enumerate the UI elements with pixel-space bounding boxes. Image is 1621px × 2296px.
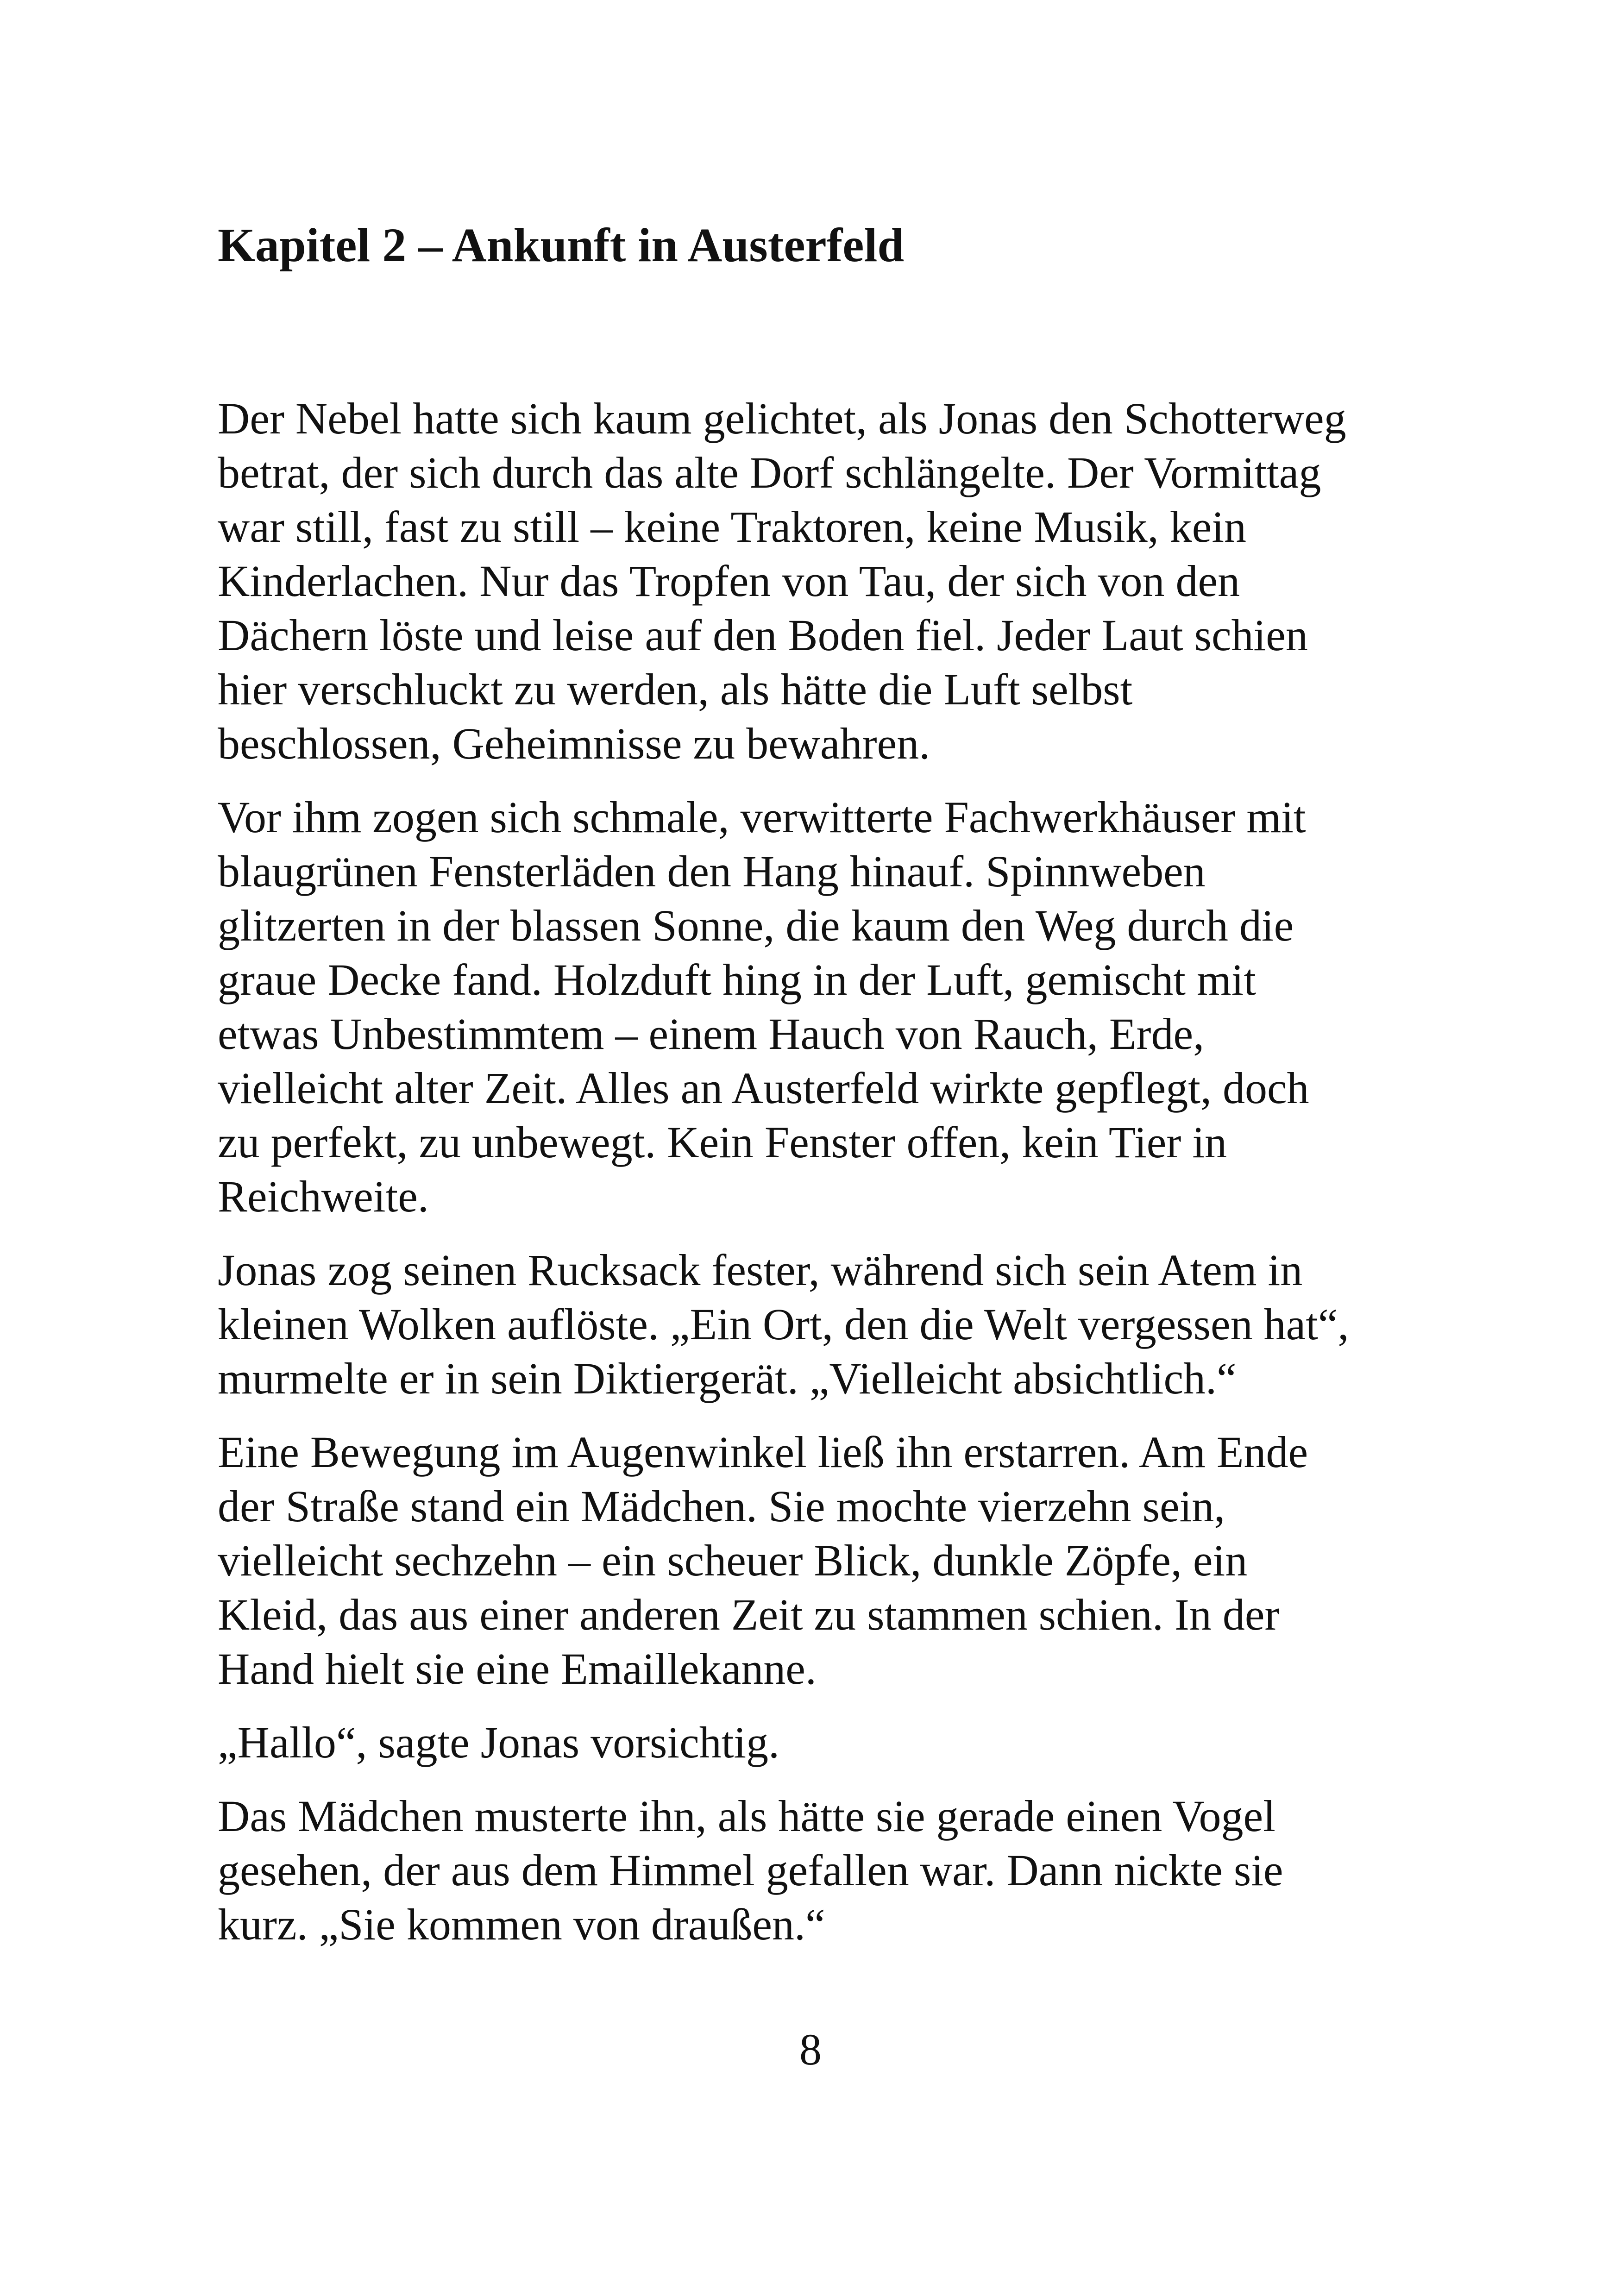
- text-line: graue Decke fand. Holzduft hing in der Luft, gemischt mit: [218, 955, 1256, 1004]
- text-line: beschlossen, Geheimnisse zu bewahren.: [218, 719, 930, 768]
- paragraph-2: [218, 790, 1403, 1223]
- paragraph-1: [218, 391, 1403, 771]
- text-line: der Straße stand ein Mädchen. Sie mochte vierzehn sein,: [218, 1481, 1225, 1531]
- text-line: glitzerten in der blassen Sonne, die kaum den Weg durch die: [218, 901, 1294, 950]
- text-line: zu perfekt, zu unbewegt. Kein Fenster offen, kein Tier in: [218, 1117, 1227, 1167]
- text-line: vielleicht sechzehn – ein scheuer Blick, dunkle Zöpfe, ein: [218, 1536, 1248, 1585]
- text-line: Das Mädchen musterte ihn, als hätte sie gerade einen Vogel: [218, 1791, 1275, 1841]
- paragraph-4: [218, 1425, 1403, 1696]
- paragraph-5: [218, 1715, 1403, 1769]
- text-line: betrat, der sich durch das alte Dorf schlängelte. Der Vormittag: [218, 448, 1321, 497]
- text-line: Kinderlachen. Nur das Tropfen von Tau, der sich von den: [218, 556, 1240, 606]
- text-line: kleinen Wolken auflöste. „Ein Ort, den die Welt vergessen hat“,: [218, 1299, 1349, 1349]
- paragraph-3: [218, 1243, 1403, 1405]
- text-line: war still, fast zu still – keine Traktoren, keine Musik, kein: [218, 502, 1247, 552]
- text-line: Hand hielt sie eine Emaillekanne.: [218, 1644, 817, 1694]
- chapter-title: Kapitel 2 – Ankunft in Austerfeld: [218, 219, 905, 272]
- text-line: vielleicht alter Zeit. Alles an Austerfeld wirkte gepflegt, doch: [218, 1063, 1309, 1113]
- text-line: gesehen, der aus dem Himmel gefallen war. Dann nickte sie: [218, 1845, 1283, 1895]
- page-number: 8: [799, 2025, 822, 2074]
- text-line: Kleid, das aus einer anderen Zeit zu stammen schien. In der: [218, 1590, 1280, 1639]
- paragraph-6: [218, 1789, 1403, 1951]
- text-line: blaugrünen Fensterläden den Hang hinauf. Spinnweben: [218, 847, 1206, 896]
- text-line: „Hallo“, sagte Jonas vorsichtig.: [218, 1718, 780, 1767]
- text-line: Dächern löste und leise auf den Boden fiel. Jeder Laut schien: [218, 610, 1308, 660]
- text-line: Eine Bewegung im Augenwinkel ließ ihn erstarren. Am Ende: [218, 1427, 1308, 1477]
- text-line: Jonas zog seinen Rucksack fester, während sich sein Atem in: [218, 1245, 1303, 1295]
- text-line: hier verschluckt zu werden, als hätte die Luft selbst: [218, 665, 1133, 714]
- text-line: Reichweite.: [218, 1172, 429, 1221]
- text-line: etwas Unbestimmtem – einem Hauch von Rauch, Erde,: [218, 1009, 1205, 1059]
- text-line: murmelte er in sein Diktiergerät. „Vielleicht absichtlich.“: [218, 1354, 1237, 1403]
- text-line: Der Nebel hatte sich kaum gelichtet, als Jonas den Schotterweg: [218, 394, 1346, 443]
- body-text: [218, 391, 1403, 1971]
- text-line: kurz. „Sie kommen von draußen.“: [218, 1900, 825, 1949]
- text-line: Vor ihm zogen sich schmale, verwitterte Fachwerkhäuser mit: [218, 792, 1306, 842]
